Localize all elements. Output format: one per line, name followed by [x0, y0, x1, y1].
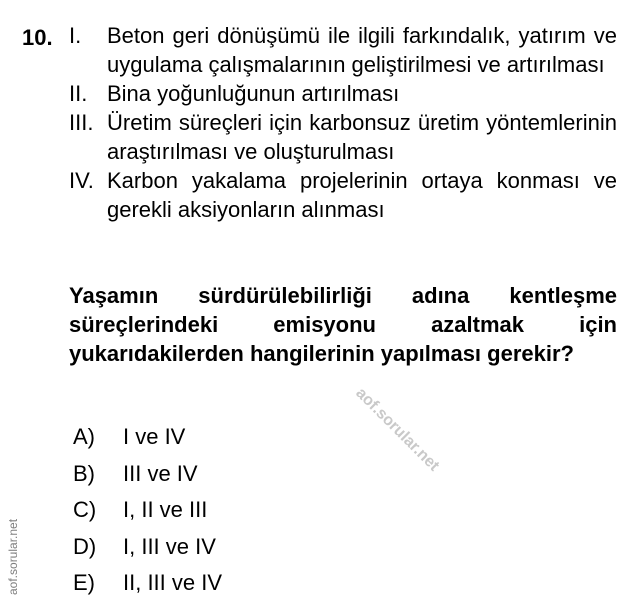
- option-label: B): [73, 460, 95, 486]
- answer-option-c[interactable]: [73, 492, 222, 529]
- roman-numeral: I.: [69, 23, 82, 48]
- answer-option-b[interactable]: [73, 456, 222, 493]
- option-text: II, III ve IV: [123, 570, 223, 596]
- statement-text: Karbon yakalama projelerinin ortaya konması ve gerekli aksiyonların alınması: [107, 168, 617, 222]
- statement-item: [69, 21, 617, 79]
- watermark-side: aof.sorular.net: [6, 518, 20, 595]
- statement-item: [69, 79, 617, 108]
- roman-numeral: III.: [69, 110, 94, 135]
- statement-text: Beton geri dönüşümü ile ilgili farkındalık, yatırım ve uygulama çalışmalarının geliştirilmesi ve artırılması: [107, 23, 617, 77]
- statement-item: [69, 108, 617, 166]
- option-text: I, II ve III: [123, 497, 208, 523]
- watermark-diagonal: aof.sorular.net: [352, 384, 443, 475]
- option-label: E): [73, 570, 95, 596]
- question-number: 10.: [22, 25, 53, 50]
- option-label: C): [73, 497, 97, 523]
- option-label: D): [73, 533, 97, 559]
- option-text: I, III ve IV: [123, 533, 216, 559]
- answer-option-a[interactable]: [73, 419, 222, 456]
- statement-item: [69, 166, 617, 224]
- statement-list: [69, 21, 617, 224]
- roman-numeral: IV.: [69, 168, 94, 193]
- answer-option-d[interactable]: [73, 529, 222, 566]
- answer-option-e[interactable]: [73, 565, 222, 602]
- option-text: III ve IV: [123, 460, 198, 486]
- answer-options: [73, 419, 222, 602]
- option-text: I ve IV: [123, 424, 186, 450]
- roman-numeral: II.: [69, 81, 88, 106]
- statement-text: Üretim süreçleri için karbonsuz üretim yöntemlerinin araştırılması ve oluşturulması: [107, 110, 617, 164]
- question-stem: Yaşamın sürdürülebilirliği adına kentleşme süreçlerindeki emisyonu azaltmak için yukarıdakilerden hangilerinin yapılması gerekir?: [69, 283, 617, 366]
- statement-text: Bina yoğunluğunun artırılması: [107, 81, 400, 106]
- option-label: A): [73, 424, 95, 450]
